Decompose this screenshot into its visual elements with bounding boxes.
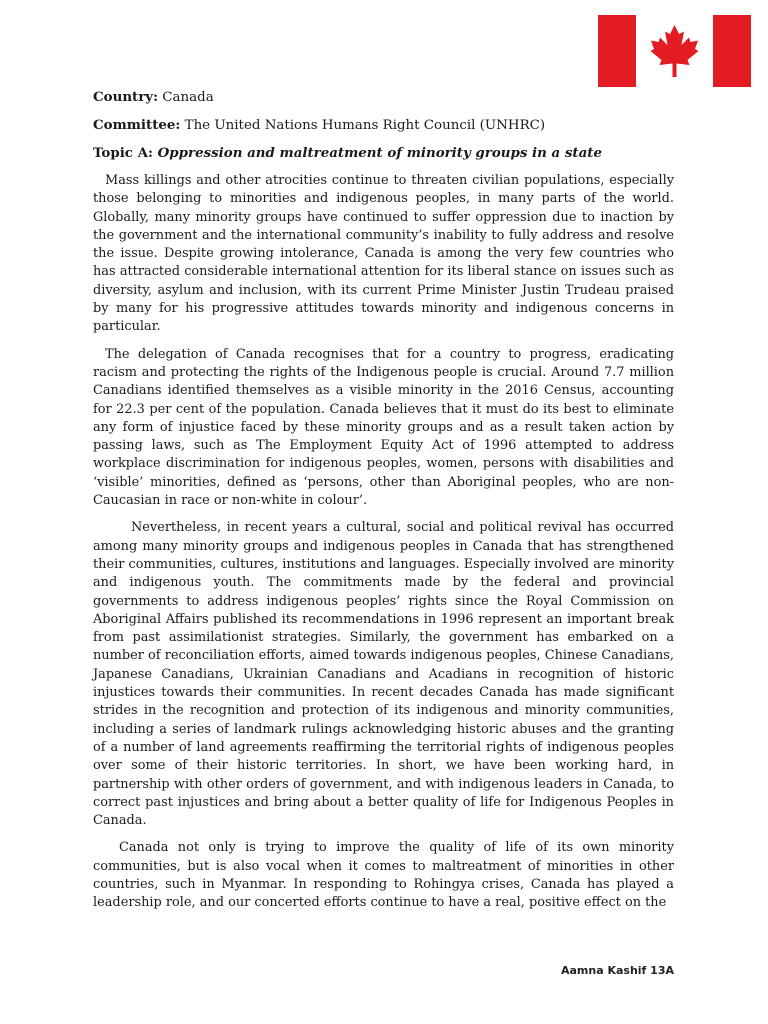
paragraph: The delegation of Canada recognises that for a country to progress, eradicating racism and protecting the rights of the Indigenous people is crucial. Around 7.7 million Canadians identified themselves as a visible minority in the 2016 Census, accounting for 22.3 per cent of the population. Canada believes that it must do its best to eliminate any form of injustice faced by these minority groups and as a result taken action by passing laws, such as The Employment Equity Act of 1996 attempted to address workplace discrimination for indigenous peoples, women, persons with disabilities and ‘visible’ minorities, defined as ‘persons, other than Aboriginal peoples, who are non-Caucasian in race or non-white in colour’. bbox=[93, 346, 674, 509]
country-value: Canada bbox=[158, 90, 214, 105]
committee-value: The United Nations Humans Right Council (UNHRC) bbox=[180, 118, 546, 133]
paragraph: Mass killings and other atrocities continue to threaten civilian populations, especially those belonging to minorities and indigenous peoples, in many parts of the world. Globally, many minority groups have continued to suffer oppression due to inaction by the government and the international community’s inability to fully address and resolve the issue. Despite growing intolerance, Canada is among the very few countries who has attracted considerable international attention for its liberal stance on issues such as diversity, asylum and inclusion, with its current Prime Minister Justin Trudeau praised by many for his progressive attitudes towards minority and indigenous concerns in particular. bbox=[93, 173, 674, 335]
document-body bbox=[93, 172, 674, 922]
topic-label: Topic A: bbox=[93, 145, 153, 161]
country-label: Country: bbox=[93, 89, 159, 105]
canada-flag-icon bbox=[598, 15, 751, 87]
committee-line bbox=[93, 116, 693, 135]
topic-value: Oppression and maltreatment of minority groups in a state bbox=[152, 145, 602, 161]
author-footer: Aamna Kashif 13A bbox=[560, 964, 674, 977]
committee-label: Committee: bbox=[93, 117, 181, 133]
paragraph: Canada not only is trying to improve the quality of life of its own minority communities, but is also vocal when it comes to maltreatment of minorities in other countries, such in Myanmar. In responding to Rohingya crises, Canada has played a leadership role, and our concerted efforts continue to have a real, positive effect on the bbox=[93, 840, 674, 911]
paragraph: Nevertheless, in recent years a cultural, social and political revival has occurred among many minority groups and indigenous peoples in Canada that has strengthened their communities, cultures, institutions and languages. Especially involved are minority and indigenous youth. The commitments made by the federal and provincial governments to address indigenous peoples’ rights since the Royal Commission on Aboriginal Affairs published its recommendations in 1996 represent an important break from past assimilationist strategies. Similarly, the government has embarked on a number of reconciliation efforts, aimed towards indigenous peoples, Chinese Canadians, Japanese Canadians, Ukrainian Canadians and Acadians in recognition of historic injustices towards their communities. In recent decades Canada has made significant strides in the recognition and protection of its indigenous and minority communities, including a series of landmark rulings acknowledging historic abuses and the granting of a number of land agreements reaffirming the territorial rights of indigenous peoples over some of their historic territories. In short, we have been working hard, in partnership with other orders of government, and with indigenous leaders in Canada, to correct past injustices and bring about a better quality of life for Indigenous Peoples in Canada. bbox=[93, 520, 674, 829]
country-line bbox=[93, 88, 693, 107]
topic-line bbox=[93, 144, 693, 163]
